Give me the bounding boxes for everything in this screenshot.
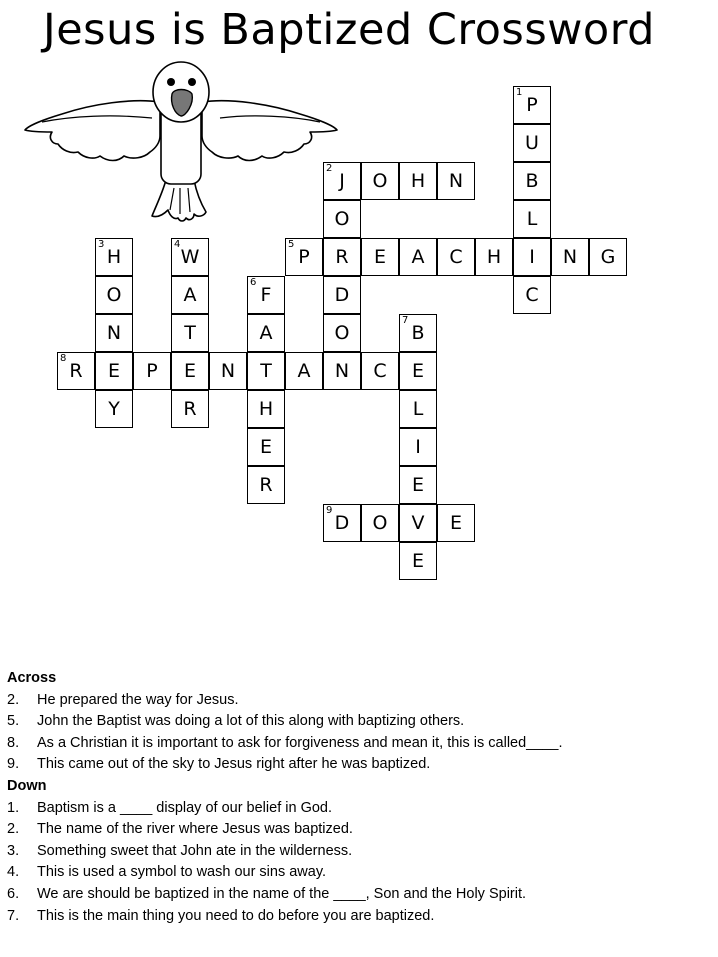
cell-letter: W [180,246,200,268]
crossword-cell[interactable] [95,390,133,428]
cell-letter: C [449,246,463,268]
cell-letter: O [106,284,122,306]
clue-number: 1 [516,87,523,98]
cell-letter: U [525,132,539,154]
clue-number: 7 [402,315,409,326]
crossword-cell[interactable] [399,504,437,542]
crossword-cell[interactable] [247,466,285,504]
cell-letter: P [146,360,158,382]
crossword-cell[interactable] [437,504,475,542]
cell-letter: H [258,398,274,420]
cell-letter: T [260,360,272,382]
cell-letter: H [106,246,122,268]
crossword-cell[interactable] [361,162,399,200]
clue-number: 5 [288,239,295,250]
clue-down-1: 1. Baptism is a ____ display of our belief in God. [7,799,332,816]
crossword-cell[interactable] [247,428,285,466]
cell-letter: I [529,246,535,268]
cell-letter: G [600,246,616,268]
crossword-cell[interactable] [323,314,361,352]
crossword-cell[interactable] [399,162,437,200]
crossword-cell[interactable] [285,352,323,390]
clue-list [7,668,712,927]
crossword-cell[interactable] [513,162,551,200]
cell-letter: F [260,284,272,306]
crossword-cell[interactable] [323,162,361,200]
clue-down-4: 4. This is used a symbol to wash our sins away. [7,864,327,881]
cell-letter: E [183,360,196,382]
cell-letter: Y [108,398,120,420]
cell-letter: A [411,246,425,268]
cell-letter: H [486,246,502,268]
cell-letter: A [259,322,273,344]
crossword-cell[interactable] [323,352,361,390]
crossword-cell[interactable] [323,200,361,238]
cell-letter: N [220,360,236,382]
cell-letter: O [334,208,350,230]
clue-down-7: 7. This is the main thing you need to do before you are baptized. [7,907,435,924]
crossword-cell[interactable] [95,314,133,352]
crossword-cell[interactable] [513,276,551,314]
crossword-cell[interactable] [133,352,171,390]
crossword-cell[interactable] [437,162,475,200]
cell-letter: N [562,246,578,268]
cell-letter: N [448,170,464,192]
cell-letter: E [259,436,272,458]
cell-letter: R [69,360,83,382]
cell-letter: L [526,208,538,230]
cell-letter: N [106,322,122,344]
cell-letter: H [410,170,426,192]
crossword-cell[interactable] [399,466,437,504]
crossword-cell[interactable] [323,276,361,314]
clue-number: 6 [250,277,257,288]
crossword-cell[interactable] [475,238,513,276]
clue-number: 3 [98,239,105,250]
cell-letter: P [298,246,310,268]
cell-letter: D [334,284,350,306]
crossword-cell[interactable] [209,352,247,390]
crossword-cell[interactable] [399,238,437,276]
crossword-cell[interactable] [399,390,437,428]
crossword-cell[interactable] [171,352,209,390]
cell-letter: N [334,360,350,382]
crossword-cell[interactable] [95,352,133,390]
clue-number: 9 [326,505,333,516]
crossword-cell[interactable] [247,314,285,352]
crossword-cell[interactable] [513,86,551,124]
cell-letter: C [373,360,387,382]
clue-across-9: 9. This came out of the sky to Jesus right after he was baptized. [7,756,431,773]
crossword-cell[interactable] [171,238,209,276]
crossword-cell[interactable] [323,238,361,276]
cell-letter: E [107,360,120,382]
crossword-cell[interactable] [95,276,133,314]
crossword-cell[interactable] [361,504,399,542]
clue-number: 8 [60,353,67,364]
crossword-cell[interactable] [513,124,551,162]
crossword-cell[interactable] [399,428,437,466]
cell-letter: J [339,170,345,192]
crossword-cell[interactable] [247,276,285,314]
crossword-cell[interactable] [323,504,361,542]
crossword-cell[interactable] [551,238,589,276]
cell-letter: O [334,322,350,344]
crossword-cell[interactable] [171,390,209,428]
cell-letter: D [334,512,350,534]
crossword-cell[interactable] [171,276,209,314]
clue-across-8: 8. As a Christian it is important to ask for forgiveness and mean it, this is called____. [7,734,563,751]
cell-letter: O [372,512,388,534]
crossword-cell[interactable] [95,238,133,276]
cell-letter: O [372,170,388,192]
cell-letter: I [415,436,421,458]
cell-letter: R [183,398,197,420]
cell-letter: P [526,94,538,116]
clue-number: 2 [326,163,333,174]
clue-down-6: 6. We are should be baptized in the name of the ____, Son and the Holy Spirit. [7,885,527,902]
cell-letter: A [183,284,197,306]
crossword-cell[interactable] [513,238,551,276]
crossword-cell[interactable] [589,238,627,276]
cell-letter: R [335,246,349,268]
crossword-cell[interactable] [285,238,323,276]
cell-letter: L [412,398,424,420]
cell-letter: B [411,322,425,344]
clue-down-3: 3. Something sweet that John ate in the wilderness. [7,842,353,859]
crossword-cell[interactable] [171,314,209,352]
cell-letter: E [411,360,424,382]
crossword-cell[interactable] [247,390,285,428]
across-heading: Across [7,670,57,686]
crossword-cell[interactable] [437,238,475,276]
cell-letter: C [525,284,539,306]
crossword-cell[interactable] [247,352,285,390]
crossword-cell[interactable] [399,352,437,390]
cell-letter: V [411,512,425,534]
cell-letter: B [525,170,539,192]
cell-letter: R [259,474,273,496]
clue-down-2: 2. The name of the river where Jesus was baptized. [7,821,353,838]
cell-letter: E [449,512,462,534]
crossword-cell[interactable] [57,352,95,390]
crossword-cell[interactable] [361,352,399,390]
clue-across-5: 5. John the Baptist was doing a lot of this along with baptizing others. [7,713,465,730]
crossword-cell[interactable] [361,238,399,276]
crossword-cell[interactable] [513,200,551,238]
cell-letter: A [297,360,311,382]
down-heading: Down [7,777,47,794]
clue-across-2: 2. He prepared the way for Jesus. [7,691,239,708]
page-title: Jesus is Baptized Crossword [43,5,655,55]
cell-letter: E [411,550,424,572]
cell-letter: T [184,322,196,344]
crossword-cell[interactable] [399,542,437,580]
cell-letter: E [373,246,386,268]
crossword-cell[interactable] [399,314,437,352]
clue-number: 4 [174,239,181,250]
cell-letter: E [411,474,424,496]
